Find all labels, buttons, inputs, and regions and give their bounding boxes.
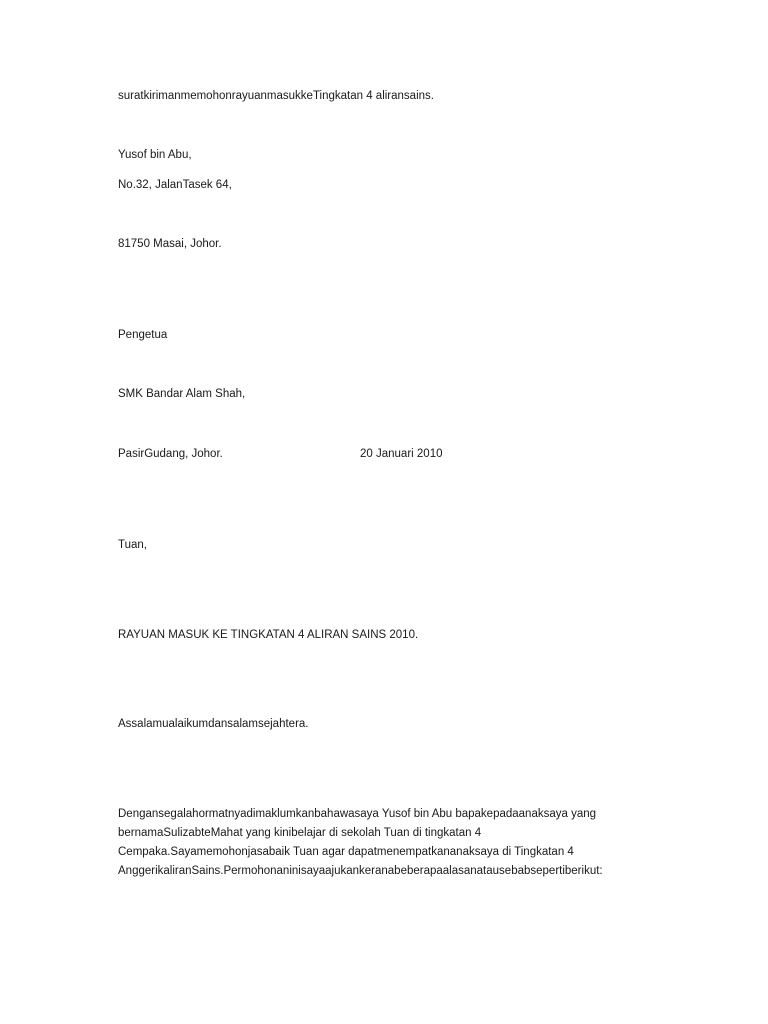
recipient-school: SMK Bandar Alam Shah, xyxy=(118,388,246,400)
sender-address-line2: 81750 Masai, Johor. xyxy=(118,238,222,250)
body-line: AnggerikaliranSains.Permohonaninisayaajukankeranabeberapaalasanatausebabsepertiberikut: xyxy=(118,865,603,877)
recipient-title: Pengetua xyxy=(118,329,168,341)
body-line: Cempaka.Sayamemohonjasabaik Tuan agar dapatmenempatkananaksaya di Tingkatan 4 xyxy=(118,846,574,858)
letter-date: 20 Januari 2010 xyxy=(360,448,443,460)
sender-name: Yusof bin Abu, xyxy=(118,149,192,161)
greeting: Assalamualaikumdansalamsejahtera. xyxy=(118,718,309,730)
letter-body-paragraph xyxy=(118,805,638,881)
letter-heading: suratkirimanmemohonrayuanmasukkeTingkatan 4 aliransains. xyxy=(118,90,434,102)
sender-address-line1: No.32, JalanTasek 64, xyxy=(118,179,232,191)
letter-subject: RAYUAN MASUK KE TINGKATAN 4 ALIRAN SAINS 2010. xyxy=(118,629,419,641)
recipient-location: PasirGudang, Johor. xyxy=(118,448,223,460)
body-line: Dengansegalahormatnyadimaklumkanbahawasaya Yusof bin Abu bapakepadaanaksaya yang xyxy=(118,808,597,820)
salutation: Tuan, xyxy=(118,539,147,551)
body-line: bernamaSulizabteMahat yang kinibelajar di sekolah Tuan di tingkatan 4 xyxy=(118,827,482,839)
